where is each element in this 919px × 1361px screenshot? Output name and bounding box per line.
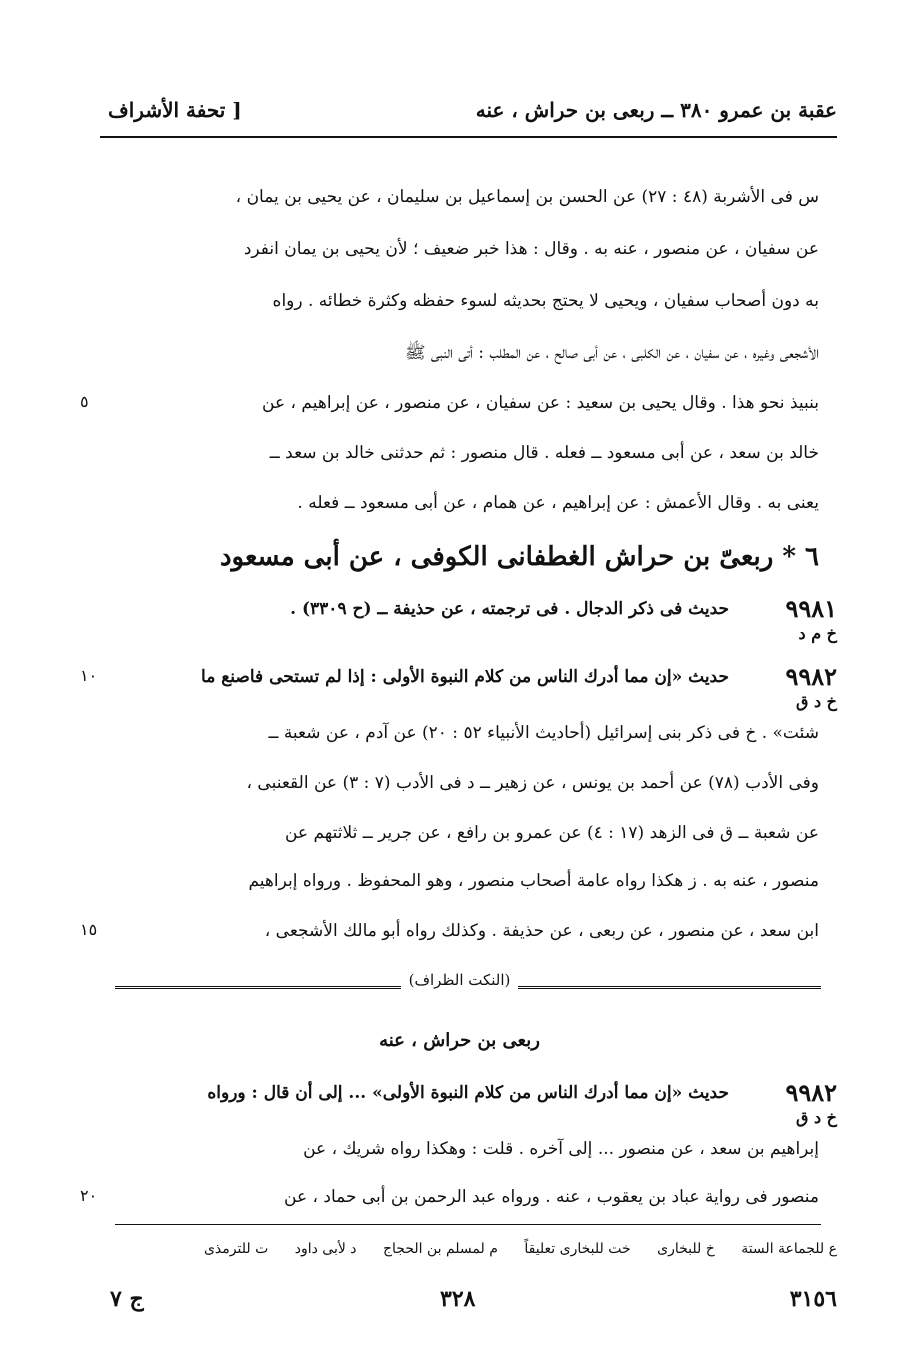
nukat-hadith-number: ٩٩٨٢ <box>785 1078 837 1107</box>
nukat-line-3: منصور فى رواية عباد بن يعقوب ، عنه . ورواه عبد الرحمن بن أبى حماد ، عن <box>284 1187 819 1207</box>
abbreviation-key <box>110 1238 837 1260</box>
header-right-title: عقبة بن عمرو ٣٨٠ ــ ربعى بن حراش ، عنه <box>475 98 837 122</box>
body-line-7: يعنى به . وقال الأعمش : عن إبراهيم ، عن همام ، عن أبى مسعود ــ فعله . <box>297 493 819 513</box>
hadith-9982-line-6: ابن سعد ، عن منصور ، عن ربعى ، عن حذيفة . وكذلك رواه أبو مالك الأشجعى ، <box>264 921 819 941</box>
nukat-sigla: خ د ق <box>795 1108 837 1127</box>
footnote-rule <box>115 1224 821 1225</box>
abbrev-item: خت للبخارى تعليقاً <box>524 1241 631 1257</box>
volume-number: ج ٧ <box>110 1286 144 1312</box>
header-left-title: [ تحفة الأشراف <box>108 98 242 122</box>
page-number: ٣٢٨ <box>440 1286 476 1312</box>
body-line-2: عن سفيان ، عن منصور ، عنه به . وقال : هذا خبر ضعيف ؛ لأن يحيى بن يمان انفرد <box>243 239 819 259</box>
body-line-4: الأشجعى وغيره ، عن سفيان ، عن الكلبى ، عن أبى صالح ، عن المطلب : أتى النبى ﷺ <box>404 343 819 363</box>
hadith-number-9982: ٩٩٨٢ <box>785 662 837 691</box>
nukat-first-line: حديث «إن مما أدرك الناس من كلام النبوة الأولى» ... إلى أن قال : ورواه <box>207 1083 729 1103</box>
hadith-9981-text: حديث فى ذكر الدجال . فى ترجمته ، عن حذيفة ــ (ح ٣٣٠٩) . <box>290 599 729 619</box>
footer-hadith-count: ٣١٥٦ <box>789 1286 837 1312</box>
abbrev-item: ت للترمذى <box>203 1241 269 1257</box>
body-line-3: به دون أصحاب سفيان ، ويحيى لا يحتج بحديثه لسوء حفظه وكثرة خطائه . رواه <box>272 291 819 311</box>
nukat-label-wrap <box>0 970 919 989</box>
hadith-9982-sigla: خ د ق <box>795 692 837 711</box>
abbrev-item: خ للبخارى <box>657 1241 715 1257</box>
abbrev-item: ع للجماعة الستة <box>741 1241 837 1257</box>
nukat-sub-heading: ربعى بن حراش ، عنه <box>379 1030 540 1051</box>
hadith-9982-line-4: عن شعبة ــ ق فى الزهد (١٧ : ٤) عن عمرو بن رافع ، عن جرير ــ ثلاثتهم عن <box>284 823 819 843</box>
nukat-line-2: إبراهيم بن سعد ، عن منصور ... إلى آخره . قلت : وهكذا رواه شريك ، عن <box>303 1139 819 1159</box>
hadith-9982-line-2: شئت» . خ فى ذكر بنى إسرائيل (أحاديث الأنبياء ٥٢ : ٢٠) عن آدم ، عن شعبة ــ <box>268 723 819 743</box>
body-line-6: خالد بن سعد ، عن أبى مسعود ــ فعله . قال منصور : ثم حدثنى خالد بن سعد ــ <box>269 443 819 463</box>
running-header <box>100 96 837 138</box>
section-title: ٦ * ربعىّ بن حراش الغطفانى الكوفى ، عن أبى مسعود <box>219 542 819 572</box>
margin-line-number-10: ١٠ <box>80 666 98 685</box>
abbrev-item: د لأبى داود <box>294 1241 357 1257</box>
hadith-9981-sigla: خ م د <box>798 624 837 643</box>
hadith-9982-line-5: منصور ، عنه به . ز هكذا رواه عامة أصحاب منصور ، وهو المحفوظ . ورواه إبراهيم <box>248 871 819 891</box>
hadith-9982-line-3: وفى الأدب (٧٨) عن أحمد بن يونس ، عن زهير ــ د فى الأدب (٧ : ٣) عن القعنبى ، <box>246 773 819 793</box>
margin-line-number-20: ٢٠ <box>80 1186 98 1205</box>
abbrev-item: م لمسلم بن الحجاج <box>382 1241 498 1257</box>
body-line-5: بنبيذ نحو هذا . وقال يحيى بن سعيد : عن سفيان ، عن منصور ، عن إبراهيم ، عن <box>262 393 819 413</box>
margin-line-number-5: ٥ <box>80 392 89 411</box>
margin-line-number-15: ١٥ <box>80 920 98 939</box>
nukat-label: (النكت الظراف) <box>401 971 519 989</box>
hadith-number-9981: ٩٩٨١ <box>785 594 837 623</box>
body-line-1: س فى الأشربة (٤٨ : ٢٧) عن الحسن بن إسماعيل بن سليمان ، عن يحيى بن يمان ، <box>235 187 819 207</box>
hadith-9982-first-line: حديث «إن مما أدرك الناس من كلام النبوة الأولى : إذا لم تستحى فاصنع ما <box>201 667 729 687</box>
